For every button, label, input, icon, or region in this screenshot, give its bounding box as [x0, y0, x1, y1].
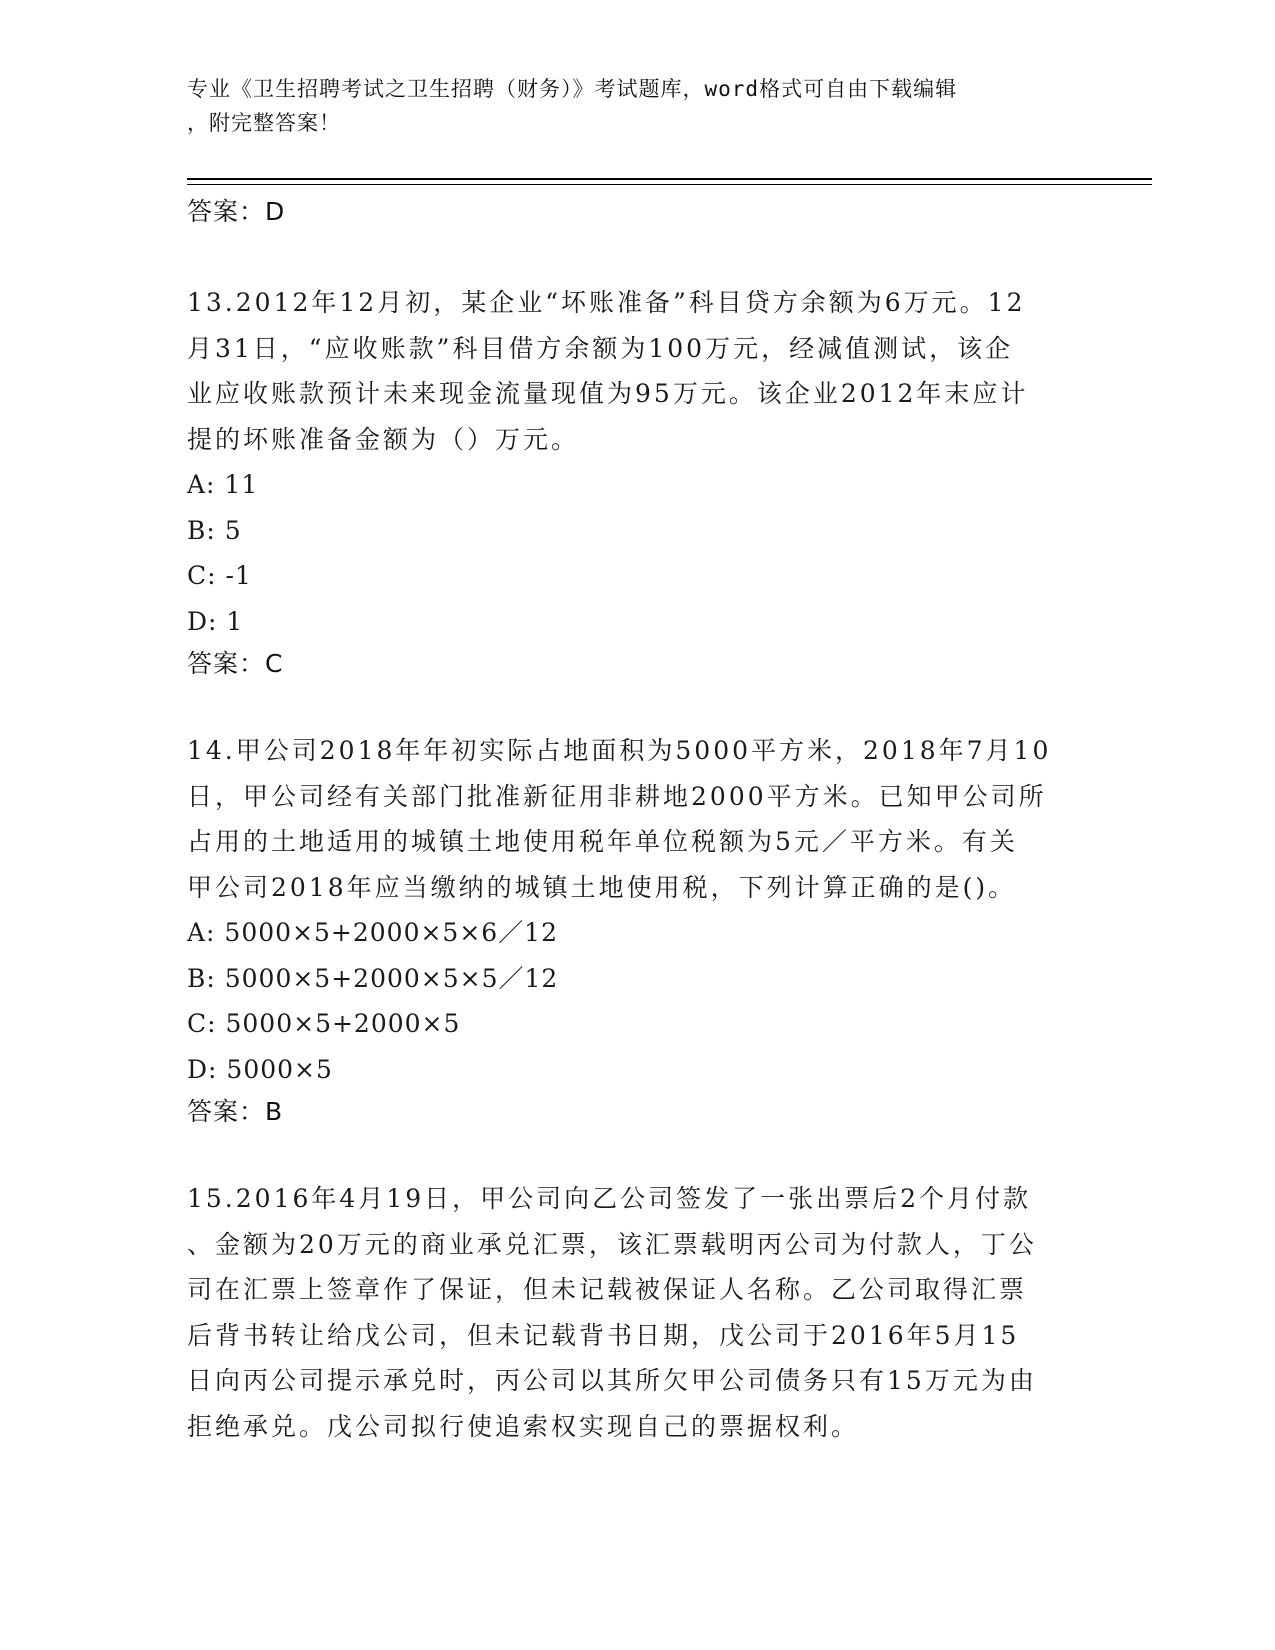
question-15: [187, 1176, 1087, 1449]
question-line: 占用的土地适用的城镇土地使用税年单位税额为5元／平方米。有关: [187, 827, 1018, 856]
question-line: 13.2012年12月初，某企业“坏账准备”科目贷方余额为6万元。12: [187, 288, 1026, 317]
question-line: 15.2016年4月19日，甲公司向乙公司签发了一张出票后2个月付款: [187, 1184, 1032, 1213]
question-line: 月31日，“应收账款”科目借方余额为100万元，经减值测试，该企: [187, 333, 1014, 363]
question-line: 拒绝承兑。戊公司拟行使追索权实现自己的票据权利。: [187, 1411, 860, 1441]
question-13: [187, 280, 1087, 684]
document-body: [187, 192, 1087, 1449]
option-c: C: 5000×5+2000×5: [187, 1009, 461, 1038]
question-line: 提的坏账准备金额为（）万元。: [187, 424, 580, 454]
header-line-2: ，附完整答案！: [187, 111, 341, 135]
header-line-1: 专业《卫生招聘考试之卫生招聘（财务）》考试题库，word格式可自由下载编辑: [187, 77, 958, 101]
question-line: 14.甲公司2018年年初实际占地面积为5000平方米，2018年7月10: [187, 736, 1052, 765]
option-d: D: 1: [187, 606, 244, 636]
answer: 答案：B: [187, 1097, 284, 1126]
question-line: 业应收账款预计未来现金流量现值为95万元。该企业2012年末应计: [187, 379, 1029, 408]
question-line: 甲公司2018年应当缴纳的城镇土地使用税，下列计算正确的是()。: [187, 872, 1017, 902]
question-line: 后背书转让给戊公司，但未记载背书日期，戊公司于2016年5月15: [187, 1320, 1020, 1350]
option-a: A: 11: [187, 470, 259, 499]
option-c: C: -1: [187, 561, 252, 590]
header-rule-thin: [187, 184, 1152, 185]
question-14: [187, 728, 1087, 1132]
prev-answer: 答案：D: [187, 197, 286, 226]
option-b: B: 5: [187, 515, 242, 545]
document-header: [187, 72, 1067, 140]
option-b: B: 5000×5+2000×5×5／12: [187, 963, 559, 993]
question-line: 日向丙公司提示承兑时，丙公司以其所欠甲公司债务只有15万元为由: [187, 1366, 1037, 1395]
option-d: D: 5000×5: [187, 1054, 333, 1084]
question-line: 司在汇票上签章作了保证，但未记载被保证人名称。乙公司取得汇票: [187, 1275, 1028, 1304]
answer: 答案：C: [187, 649, 284, 678]
option-a: A: 5000×5+2000×5×6／12: [187, 918, 558, 947]
question-line: 、金额为20万元的商业承兑汇票，该汇票载明丙公司为付款人，丁公: [187, 1229, 1037, 1259]
header-rule-thick: [187, 178, 1152, 180]
question-line: 日，甲公司经有关部门批准新征用非耕地2000平方米。已知甲公司所: [187, 781, 1047, 811]
